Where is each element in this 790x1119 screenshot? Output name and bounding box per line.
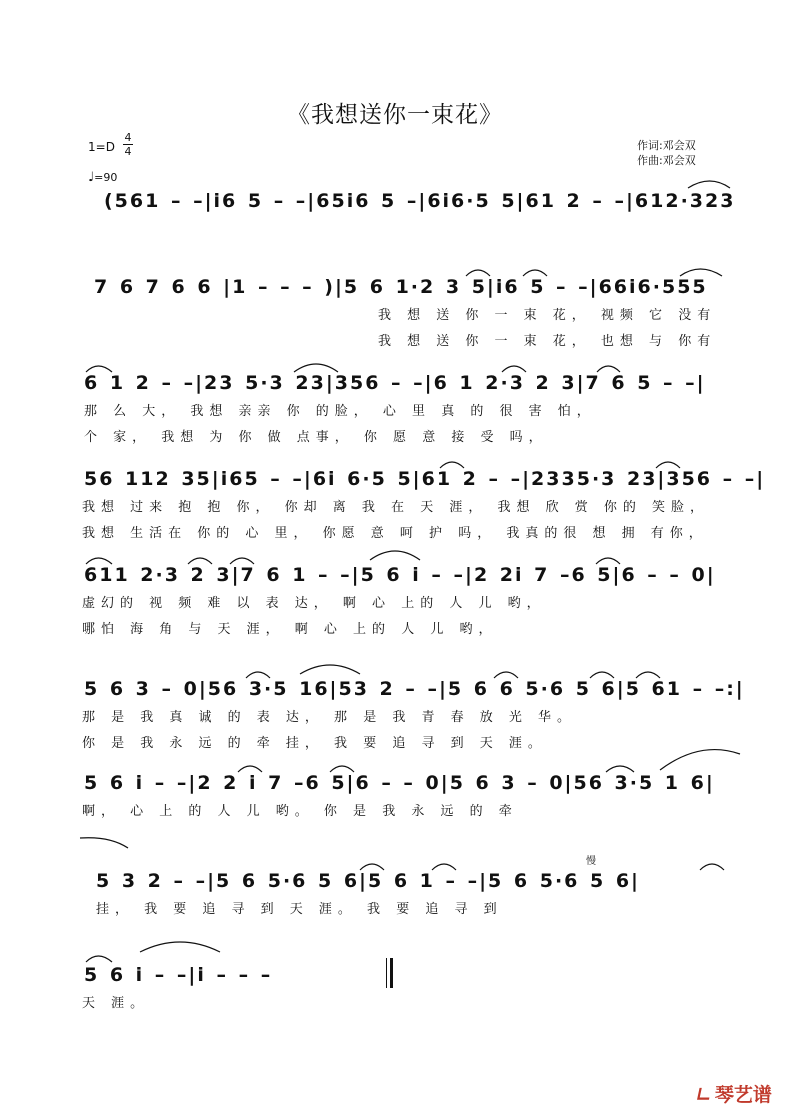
final-barline-thin (386, 958, 387, 988)
composer-credit: 作曲:邓会双 (637, 154, 696, 167)
notation-line: (561 – –|i6 5 – –|65i6 5 –|6i6·5 5|61 2 – –|612·323 (104, 190, 736, 212)
slur-marks (0, 942, 790, 966)
lyric-verse-2: 我 想 送 你 一 束 花， 也想 与 你有 (378, 334, 717, 349)
slur-marks (0, 350, 790, 374)
slur-marks (0, 848, 790, 872)
slur-marks (0, 750, 790, 774)
lyric-verse-1: 那 么 大， 我想 亲亲 你 的脸， 心 里 真 的 很 害 怕， (84, 404, 596, 419)
lyric-verse-1: 我想 过来 抱 抱 你， 你却 离 我 在 天 涯， 我想 欣 赏 你的 笑脸， (82, 500, 709, 515)
notation-line: 6 1 2 – –|23 5·3 23|356 – –|6 1 2·3 2 3|7 6 5 – –| (84, 372, 706, 394)
logo-text: 琴艺谱 (714, 1084, 772, 1106)
lyric-verse-2: 哪怕 海 角 与 天 涯， 啊 心 上的 人 儿 哟， (82, 622, 498, 637)
site-logo (693, 1080, 772, 1107)
slur-marks (0, 168, 790, 192)
notation-line: 5 6 i – –|i – – – (84, 964, 273, 986)
notation-line: 56 112 35|i65 – –|6i 6·5 5|61 2 – –|2335·3 23|356 – –| (84, 468, 766, 490)
credits (637, 138, 696, 168)
lyric-verse-2: 个 家， 我想 为 你 做 点事， 你 愿 意 接 受 吗， (84, 430, 548, 445)
logo-icon: ∟ (693, 1084, 715, 1106)
quarter-note-icon: ♩ (88, 170, 95, 185)
tempo-instruction-slow: 慢 (586, 856, 596, 867)
lyric-verse-1: 天 涯。 (82, 996, 150, 1011)
notation-line: 5 3 2 – –|5 6 5·6 5 6|5 6 1 – –|5 6 5·6 5 6| (96, 870, 640, 892)
lyric-verse-1: 虚幻的 视 频 难 以 表 达， 啊 心 上的 人 儿 哟， (82, 596, 546, 611)
notation-line: 5 6 3 – 0|56 3·5 16|53 2 – –|5 6 6 5·6 5 6|5 61 – –:| (84, 678, 745, 700)
notation-line: 611 2·3 2 3|7 6 1 – –|5 6 i – –|2 2i 7 –6 5|6 – – 0| (84, 564, 716, 586)
score-title: 《我想送你一束花》 (287, 102, 503, 128)
notation-line: 5 6 i – –|2 2 i 7 –6 5|6 – – 0|5 6 3 – 0|56 3·5 1 6| (84, 772, 715, 794)
lyric-verse-1: 啊， 心 上 的 人 儿 哟。 你 是 我 永 远 的 牵 (82, 804, 518, 819)
slur-marks (0, 542, 790, 566)
time-signature-bottom: 4 (124, 145, 132, 158)
slur-marks (0, 254, 790, 278)
time-signature-top: 4 (124, 131, 132, 144)
tempo-value: =90 (94, 171, 118, 184)
slur-marks (0, 446, 790, 470)
key-signature: 1=D (88, 140, 115, 154)
lyric-verse-2: 我想 生活在 你的 心 里， 你愿 意 呵 护 吗， 我真的很 想 拥 有你， (82, 526, 708, 541)
lyric-verse-1: 那 是 我 真 诚 的 表 达， 那 是 我 青 春 放 光 华。 (82, 710, 576, 725)
lyric-verse-2: 你 是 我 永 远 的 牵 挂， 我 要 追 寻 到 天 涯。 (82, 736, 547, 751)
lyric-verse-1: 我 想 送 你 一 束 花， 视频 它 没有 (378, 308, 717, 323)
slur-marks (0, 656, 790, 680)
notation-line: 7 6 7 6 6 |1 – – – )|5 6 1·2 3 5|i6 5 – –|66i6·555 (94, 276, 708, 298)
final-barline-thick (390, 958, 393, 988)
lyric-verse-1: 挂， 我 要 追 寻 到 天 涯。 我 要 追 寻 到 (96, 902, 503, 917)
time-signature (123, 132, 133, 157)
lyricist-credit: 作词:邓会双 (637, 139, 696, 152)
